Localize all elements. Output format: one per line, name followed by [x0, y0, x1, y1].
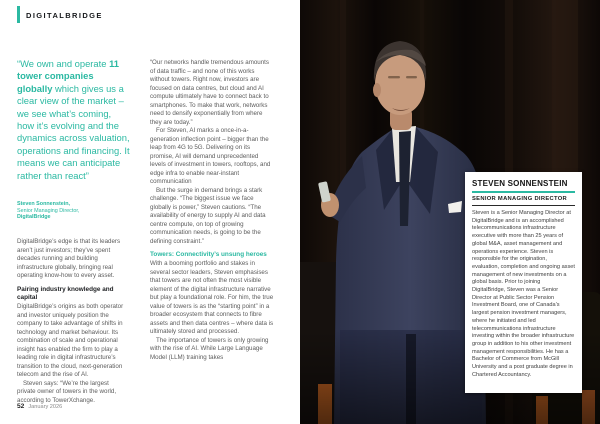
section-heading: Pairing industry knowledge and capital: [17, 285, 114, 301]
brand-accent-bar: [17, 6, 20, 23]
pull-quote-lead: “We own and operate: [17, 58, 110, 69]
article-paragraph: The importance of towers is only growing with the rise of AI. While Large Language Model (LLM) training takes: [150, 336, 269, 361]
photo-page: [300, 0, 600, 424]
article-paragraph: For Steven, AI marks a once-in-a-generation inflection point – bigger than the leap from 4G to 5G. Delivering on its promise, AI will demand unprecedented levels of investment in towers, rooftops, and edge infra to enable near-instant communication: [150, 127, 271, 185]
attribution-name: Steven Sonnenstein,: [17, 201, 71, 207]
quote-attribution: [17, 201, 130, 221]
article-paragraph: “Our networks handle tremendous amounts of data traffic – and none of this works without towers. Right now, investors are focused on data centres, but cloud and AI compute ultimately have to connect back to smartphones. To make that work, networks need to densify exponentially from where they are today.”: [150, 59, 269, 126]
article-paragraph: But the surge in demand brings a stark challenge. “The biggest issue we face globally is power,” Steven cautions. “The availability of energy to supply AI and data centre compute, on top of growing communication needs, is going to be the defining constraint.”: [150, 186, 266, 245]
issue-date: January 2026: [28, 404, 63, 410]
article-paragraph: Steven says: “We’re the largest private owner of towers in the world, according to TowerXchange.: [17, 379, 117, 404]
attribution-role: Senior Managing Director,: [17, 207, 80, 214]
attribution-company: DigitalBridge: [17, 214, 51, 221]
article-intro: DigitalBridge’s edge is that its leaders aren’t just investors; they’ve spent decades running and building infrastructure globally, bringing real operating know-how to every asset.: [17, 238, 121, 279]
pull-quote: [17, 58, 130, 182]
article-column-2: [150, 59, 274, 362]
page-number: 52: [17, 403, 25, 410]
speaker-bio-card: [465, 172, 582, 393]
article-paragraph: DigitalBridge’s origins as both operator and investor uniquely position the company to take advantage of shifts in technology and market behaviour. Its combination of scale and operational insight has enabled the firm to play a leading role in digital infrastructure’s transition to the cloud, next-generation telecom and the rise of AI.: [17, 303, 124, 379]
brand-header: DIGITALBRIDGE: [26, 11, 103, 20]
section-heading: Towers: Connectivity’s unsung heroes: [150, 251, 267, 258]
speaker-role: SENIOR MANAGING DIRECTOR: [472, 193, 575, 206]
speaker-name: STEVEN SONNENSTEIN: [472, 179, 575, 193]
page-footer: [17, 403, 62, 410]
article-column-1: [17, 238, 124, 405]
speaker-bio: Steven is a Senior Managing Director at DigitalBridge and is an accomplished telecommunications infrastructure executive with more than 25 years of global M&A, asset management and operations experience. Steven is responsible for the origination, evaluation, completion and ongoing asset management of new investments on a global basis. Prior to joining DigitalBridge, Steven was a Senior Director at Public Sector Pension Investment Board, one of Canada’s largest pension investment managers, where he initiated and led telecommunications infrastructure investing within the broader infrastructure group in addition to his other investment management responsibilities. He has a Bachelor of Commerce from McGill University and a post graduate degree in Chartered Accountancy.: [472, 210, 575, 378]
pull-quote-rest: which gives us a clear view of the market – we see what’s coming, how it’s evolving and the dynamics across valuation, operations and financing. It means we can anticipate rather than react”: [17, 82, 130, 181]
pull-quote-bold: 11 tower companies globally: [17, 58, 119, 94]
article-paragraph: With a booming portfolio and stakes in several sector leaders, Steven emphasises that towers are not often the most visible element of the digital infrastructure narrative but play a foundational role. For him, the true value of towers is as the “starting point” in a broader ecosystem that connects to fibre assets and then data centres – where data is ultimately stored and processed.: [150, 260, 274, 336]
